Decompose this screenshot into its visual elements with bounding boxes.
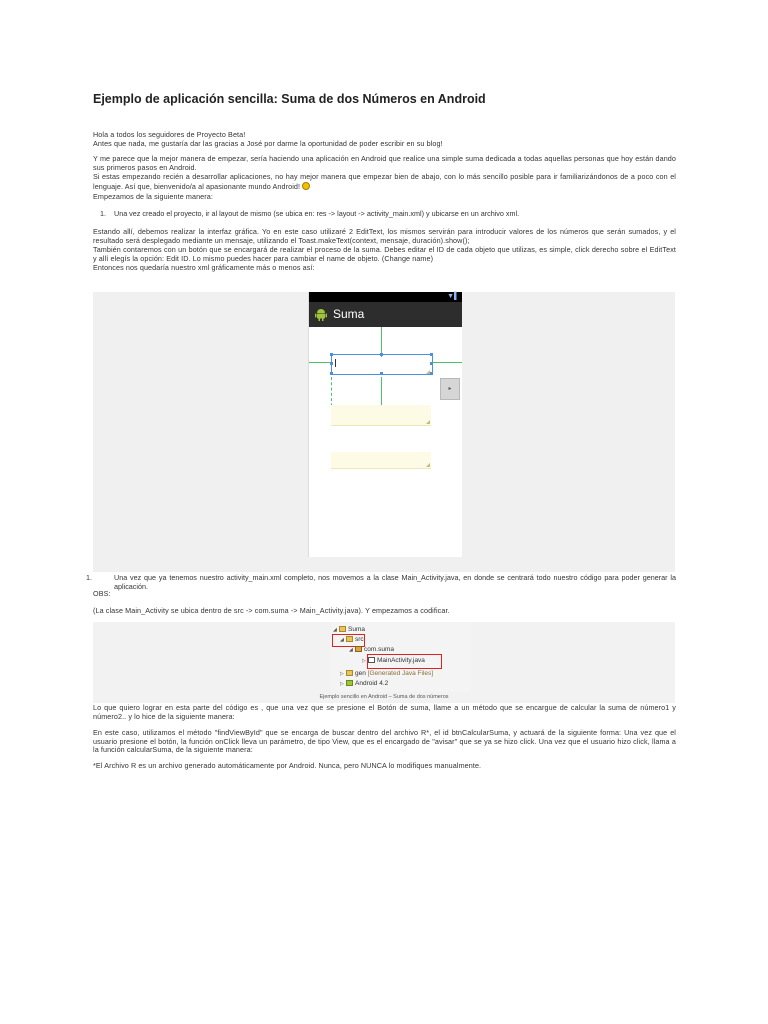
tree-label-note: [Generated Java Files] <box>367 670 434 677</box>
gen-folder-icon <box>346 670 353 676</box>
edittext-corner-icon <box>426 463 430 467</box>
project-tree-screenshot <box>93 622 675 703</box>
android-logo-icon <box>315 308 327 321</box>
tree-item-android-lib <box>340 679 388 689</box>
paragraph-r-file-note: *El Archivo R es un archivo generado automáticamente por Android. Nunca, pero NUNCA lo modifiques manualmente. <box>93 761 482 770</box>
library-icon <box>346 680 353 686</box>
smiley-icon <box>302 182 310 190</box>
tree-label: gen <box>355 670 366 677</box>
paragraph-interface: Estando allí, debemos realizar la interfaz gráfica. Yo en este caso utilizaré 2 EditText, los mismos servirán para introducir valores de los números que serán sumados, y el resultado será desplegado mediante un mensaje, utilizando el Toast.makeText(context, mensaje, duración).show(); <box>93 227 676 245</box>
resize-handle <box>430 362 433 365</box>
paragraph-welcome-text: Si estas empezando recién a desarrollar aplicaciones, no hay mejor manera que empezar bien de abajo, con lo más sencillo posible para ir familiarizándonos de a poco con el lenguaje. Así que, bienvenido/a al apasionante mundo Android! <box>93 172 676 191</box>
list-number: 1. <box>100 209 106 218</box>
device-preview <box>308 292 462 557</box>
app-title: Suma <box>333 307 365 321</box>
edittext-corner-icon <box>426 420 430 424</box>
paragraph-goal: Lo que quiero lograr en esta parte del código es , que una vez que se presione el Botón de suma, llame a un método que se encargue de calcular la suma de número1 y número2.. y lo hice de la siguiente manera: <box>93 703 676 721</box>
list-text: Una vez que ya tenemos nuestro activity_main.xml completo, nos movemos a la clase Main_Activity.java, en donde se centrará todo nuestro código para poder generar la aplicación. <box>114 573 676 591</box>
edittext-result <box>331 452 431 469</box>
paragraph-thanks: Antes que nada, me gustaría dar las gracias a José por darme la oportunidad de poder escribir en su blog! <box>93 139 443 148</box>
package-explorer <box>331 622 471 692</box>
list-item-step1 <box>100 210 676 219</box>
highlight-box-mainactivity <box>367 654 442 669</box>
paragraph-button: También contaremos con un botón que se encargará de realizar el proceso de la suma. Debes editar el ID de cada objeto que utilizas, es simple, click derecho sobre el EditText y allí elegís la opción: Edit ID. Lo mismo puedes hacer para cambiar el name de objeto. (Change name) <box>93 245 676 263</box>
resize-handle <box>430 372 433 375</box>
collapse-arrow-icon: ◢ <box>340 637 344 643</box>
resize-handle <box>330 372 333 375</box>
package-icon <box>355 646 362 652</box>
resize-handle <box>330 362 333 365</box>
image-caption: Ejemplo sencillo en Android – Suma de dos números <box>319 694 449 700</box>
android-layout-screenshot <box>93 292 675 572</box>
paragraph-start: Empezamos de la siguiente manera: <box>93 192 213 201</box>
status-bar <box>309 292 462 302</box>
resize-handle <box>330 353 333 356</box>
edittext-corner-icon <box>426 370 430 374</box>
tree-label: MainActivity.java <box>377 657 425 664</box>
paragraph-intro: Y me parece que la mejor manera de empezar, sería haciendo una aplicación en Android que realice una simple suma dedicada a todas aquellas personas que hoy están dando sus primeros pasos en Android. <box>93 154 676 172</box>
tree-label: com.suma <box>364 646 394 653</box>
project-folder-icon <box>339 626 346 632</box>
paragraph-obs: OBS: <box>93 589 111 598</box>
tree-item-gen <box>340 669 433 679</box>
tree-label: Android 4.2 <box>355 680 389 687</box>
paragraph-class-location: (La clase Main_Activity se ubica dentro de src -> com.suma -> Main_Activity.java). Y empezamos a codificar. <box>93 606 450 615</box>
expand-arrow-icon: ▷ <box>340 671 344 677</box>
expand-arrow-icon: ▷ <box>340 681 344 687</box>
page-title: Ejemplo de aplicación sencilla: Suma de dos Números en Android <box>93 92 486 106</box>
collapse-arrow-icon: ◢ <box>333 627 337 633</box>
collapse-arrow-icon: ◢ <box>349 647 353 653</box>
paragraph-findviewbyid: En este caso, utilizamos el método "findViewById" que se encarga de buscar dentro del archivo R*, el id btnCalcularSuma, y actuará de la siguiente forma: Una vez que el usuario presione el botón, la función onClick lleva un parámetro, de tipo View, que es el encargado de "avisar" que se ya se hizo click. Una vez que el usuario hizo click, llama a la función calcularSuma, de la siguiente manera: <box>93 728 676 755</box>
expand-arrow-icon: ▷ <box>362 658 366 664</box>
tree-label: Suma <box>348 626 365 633</box>
list-item-step2 <box>86 573 676 591</box>
status-icons: ▼▌ <box>447 293 459 300</box>
paragraph-welcome <box>93 173 676 191</box>
paragraph-xml: Entonces nos quedaría nuestro xml gráficamente más o menos así: <box>93 263 315 272</box>
paragraph-greeting: Hola a todos los seguidores de Proyecto Beta! <box>93 130 246 139</box>
guide-line-horizontal <box>431 362 462 363</box>
list-text: Una vez creado el proyecto, ir al layout de mismo (se ubica en: res -> layout -> activity_main.xml) y ubicarse en un archivo xml. <box>114 209 520 218</box>
text-caret <box>335 359 336 367</box>
resize-handle <box>380 353 383 356</box>
sum-button-preview: ▸ <box>440 378 460 400</box>
resize-handle <box>380 372 383 375</box>
resize-handle <box>430 353 433 356</box>
tree-label: src <box>355 636 364 643</box>
guide-line-horizontal <box>309 362 331 363</box>
list-number: 1. <box>86 573 92 582</box>
action-bar <box>309 302 462 327</box>
edittext-number2 <box>331 405 431 426</box>
